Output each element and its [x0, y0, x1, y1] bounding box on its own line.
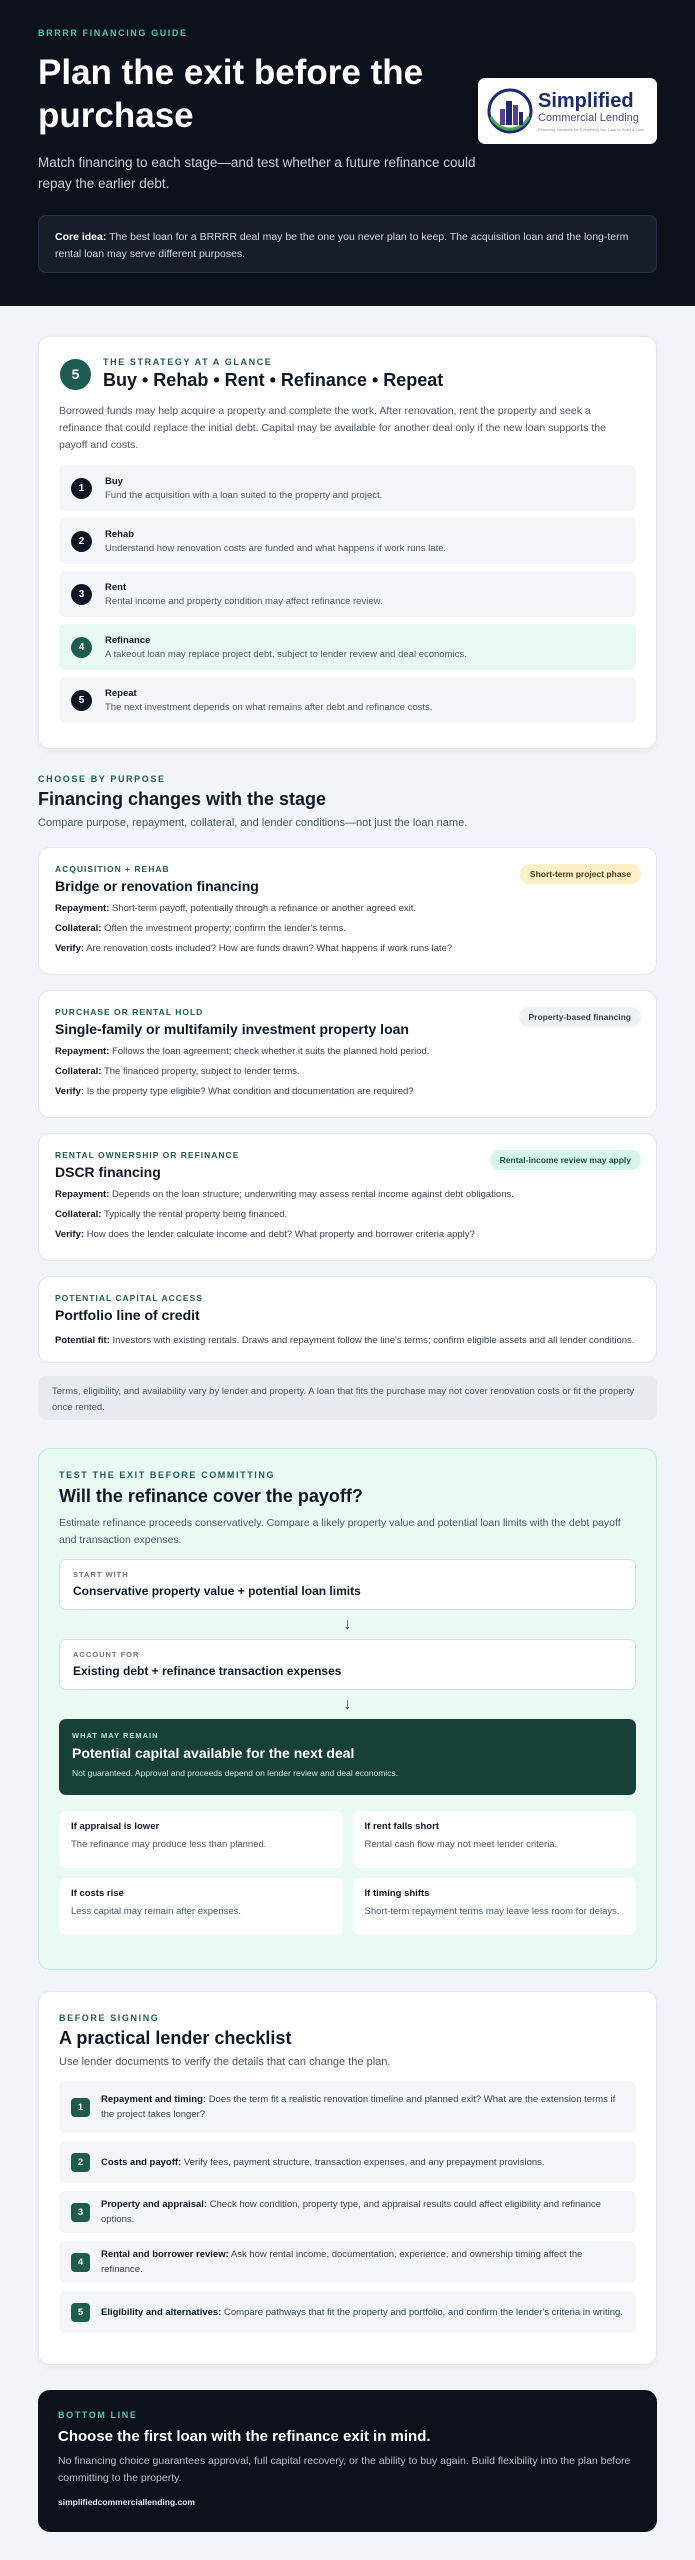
bottom-description: No financing choice guarantees approval, full capital recovery, or the ability to buy again. Build flexibility into the plan before committing to the property. [58, 2455, 631, 2484]
risk-description: Less capital may remain after expenses. [71, 1906, 242, 1917]
step-description: Rental income and property condition may affect refinance review. [105, 595, 383, 607]
loan-verify [55, 1229, 640, 1240]
refinance-title: Will the refinance cover the payoff? [59, 1486, 363, 1506]
step-description: The next investment depends on what remains after debt and refinance costs. [105, 701, 433, 713]
result-label: WHAT MAY REMAIN [72, 1731, 159, 1740]
check-label: Eligibility and alternatives: [101, 2306, 222, 2318]
core-idea-label: Core idea: [55, 231, 107, 243]
purpose-title: Financing changes with the stage [38, 789, 327, 809]
purpose-subtitle: Compare purpose, repayment, collateral, and lender conditions—not just the loan name. [38, 817, 468, 829]
loan-title: Portfolio line of credit [55, 1307, 200, 1323]
loan-repayment [55, 903, 640, 914]
loan-row-text: Is the property type eligible? What condition and documentation are required? [86, 1086, 414, 1097]
step-name: Buy [105, 475, 123, 487]
result-note: Not guaranteed. Approval and proceeds depend on lender review and deal economics. [72, 1768, 399, 1778]
check-number: 2 [71, 2153, 90, 2172]
step-number: 2 [71, 531, 92, 552]
step-name: Repeat [105, 687, 137, 699]
loan-row-label: Collateral: [55, 1066, 102, 1077]
strategy-description: Borrowed funds may help acquire a property and complete the work. After renovation, rent the property and seek a refinance that could replace the initial debt. Capital may be available for another deal only if the new loan supports the payoff and costs. [59, 405, 606, 451]
check-number: 5 [71, 2303, 90, 2322]
risk-card-appraisal [59, 1811, 343, 1868]
loan-repayment [55, 1046, 640, 1057]
risk-description: Short-term repayment terms may leave less room for delays. [364, 1906, 620, 1917]
hero-subtitle: Match financing to each stage—and test whether a future refinance could repay the earlier debt. [38, 155, 476, 191]
step-buy [59, 465, 636, 511]
checklist-card [38, 1991, 657, 2365]
refinance-description: Estimate refinance proceeds conservatively. Compare a likely property value and potential loan limits with the debt payoff and transaction expenses. [59, 1517, 621, 1546]
disclaimer-note: Terms, eligibility, and availability vary by lender and property. A loan that fits the purchase may not cover renovation costs or fit the property once rented. [38, 1376, 657, 1420]
loan-row-label: Verify: [55, 1229, 85, 1240]
loan-repayment [55, 1189, 640, 1200]
loan-card-dscr [38, 1133, 657, 1261]
bottom-title: Choose the first loan with the refinance exit in mind. [58, 2428, 431, 2445]
loan-row-text: Are renovation costs included? How are funds drawn? What happens if work runs late? [86, 943, 453, 954]
purpose-eyebrow: CHOOSE BY PURPOSE [38, 774, 166, 784]
loan-collateral [55, 1209, 640, 1220]
purpose-header [38, 774, 467, 829]
step-number: 5 [71, 690, 92, 711]
step-refinance [59, 624, 636, 670]
check-label: Property and appraisal: [101, 2199, 208, 2210]
loan-row-text: Follows the loan agreement; check whether it suits the planned hold period. [112, 1046, 430, 1057]
loan-row-text: The financed property, subject to lender terms. [103, 1066, 300, 1077]
hero-eyebrow: BRRRR FINANCING GUIDE [38, 28, 188, 38]
checklist-item [59, 2241, 636, 2283]
step-rent [59, 571, 636, 617]
step-number: 4 [71, 637, 92, 658]
risk-grid [59, 1811, 636, 1935]
core-idea-text: The best loan for a BRRRR deal may be the one you never plan to keep. The acquisition loan and the long-term rental loan may serve different purposes. [55, 231, 629, 260]
loan-row-label: Potential fit: [55, 1335, 110, 1346]
step-number: 1 [71, 478, 92, 499]
check-text: Check how condition, property type, and appraisal results could affect eligibility and refinance options. [101, 2199, 601, 2225]
check-text: Verify fees, payment structure, transaction expenses, and any prepayment provisions. [183, 2156, 545, 2168]
loan-row-text: How does the lender calculate income and debt? What property and borrower criteria apply? [86, 1229, 475, 1240]
loan-eyebrow: POTENTIAL CAPITAL ACCESS [55, 1293, 203, 1303]
refinance-section [38, 1448, 657, 1970]
step-description: Fund the acquisition with a loan suited to the property and project. [105, 489, 383, 501]
logo-name: Simplified [538, 89, 634, 112]
check-label: Rental and borrower review: [101, 2249, 229, 2260]
bottom-eyebrow: BOTTOM LINE [58, 2410, 138, 2420]
loan-row-label: Repayment: [55, 903, 110, 914]
checklist-item [59, 2191, 636, 2233]
loan-pill-badge: Property-based financing [519, 1007, 642, 1027]
loan-eyebrow: ACQUISITION + REHAB [55, 864, 170, 874]
bottom-line-section [38, 2390, 657, 2532]
loan-collateral [55, 923, 640, 934]
flow-label: START WITH [73, 1570, 129, 1579]
loan-card-portfolio-credit [38, 1276, 657, 1363]
loan-card-investment-property [38, 990, 657, 1118]
risk-title: If costs rise [71, 1888, 124, 1899]
checklist-eyebrow: BEFORE SIGNING [59, 2013, 160, 2023]
strategy-card [38, 336, 657, 749]
loan-title: DSCR financing [55, 1164, 161, 1180]
strategy-steps [59, 465, 636, 723]
loan-row-label: Collateral: [55, 1209, 102, 1220]
flow-start-box [59, 1559, 636, 1610]
loan-row-text: Investors with existing rentals. Draws and repayment follow the line's terms; confirm eligible assets and all lender conditions. [112, 1335, 635, 1346]
website-link[interactable]: simplifiedcommerciallending.com [58, 2497, 195, 2507]
strategy-badge: 5 [60, 359, 91, 390]
checklist-subtitle: Use lender documents to verify the details that can change the plan. [59, 2056, 391, 2068]
loan-row-label: Repayment: [55, 1046, 110, 1057]
risk-title: If appraisal is lower [71, 1821, 160, 1832]
flow-account-box [59, 1639, 636, 1690]
check-number: 3 [71, 2203, 90, 2222]
step-name: Refinance [105, 634, 151, 646]
checklist-items [59, 2081, 636, 2333]
core-idea-box [38, 215, 657, 273]
step-description: Understand how renovation costs are funded and what happens if work runs late. [105, 542, 447, 554]
loan-row-label: Repayment: [55, 1189, 110, 1200]
step-name: Rehab [105, 528, 135, 540]
check-label: Repayment and timing: [101, 2094, 207, 2105]
check-text: Does the term fit a realistic renovation timeline and planned exit? What are the extension terms if the project takes longer? [101, 2094, 616, 2120]
checklist-item [59, 2081, 636, 2133]
check-text: Ask how rental income, documentation, experience, and ownership timing affect the refinance. [101, 2249, 583, 2275]
loan-pill-badge: Short-term project phase [520, 864, 641, 884]
risk-card-timing [353, 1878, 637, 1935]
check-label: Costs and payoff: [101, 2156, 182, 2168]
loan-potential-fit [55, 1335, 640, 1346]
check-text: Compare pathways that fit the property and portfolio, and confirm the lender's criteria in writing. [224, 2306, 623, 2318]
strategy-title: Buy • Rehab • Rent • Refinance • Repeat [103, 370, 444, 390]
loan-row-text: Depends on the loan structure; underwriting may assess rental income against debt obligations. [112, 1189, 514, 1200]
loan-title: Bridge or renovation financing [55, 878, 259, 894]
check-number: 4 [71, 2253, 90, 2272]
brand-logo[interactable] [478, 78, 657, 144]
refinance-eyebrow: TEST THE EXIT BEFORE COMMITTING [59, 1470, 276, 1480]
result-text: Potential capital available for the next deal [72, 1745, 355, 1761]
loan-pill-badge: Rental-income review may apply [490, 1150, 641, 1170]
step-repeat [59, 677, 636, 723]
step-number: 3 [71, 584, 92, 605]
loan-eyebrow: PURCHASE OR RENTAL HOLD [55, 1007, 204, 1017]
risk-title: If rent falls short [364, 1821, 439, 1832]
checklist-item [59, 2291, 636, 2333]
risk-card-rent [353, 1811, 637, 1868]
loan-row-label: Collateral: [55, 923, 102, 934]
flow-text: Existing debt + refinance transaction expenses [73, 1664, 342, 1678]
risk-title: If timing shifts [364, 1888, 430, 1899]
loan-title: Single-family or multifamily investment property loan [55, 1021, 409, 1037]
loan-eyebrow: RENTAL OWNERSHIP OR REFINANCE [55, 1150, 240, 1160]
risk-description: Rental cash flow may not meet lender criteria. [364, 1839, 558, 1850]
loan-collateral [55, 1066, 640, 1077]
checklist-item [59, 2141, 636, 2183]
flow-label: ACCOUNT FOR [73, 1650, 140, 1659]
risk-card-costs [59, 1878, 343, 1935]
arrow-down-icon: ↓ [343, 1696, 352, 1713]
strategy-eyebrow: THE STRATEGY AT A GLANCE [103, 357, 273, 367]
loan-row-label: Verify: [55, 1086, 85, 1097]
loan-row-text: Often the investment property; confirm the lender's terms. [104, 923, 347, 934]
loan-row-label: Verify: [55, 943, 85, 954]
logo-fine-print: Financing Solutions for Everything You Look to Build & Own [538, 126, 644, 132]
logo-tagline: Commercial Lending [538, 111, 639, 124]
loan-verify [55, 943, 640, 954]
risk-description: The refinance may produce less than planned. [71, 1839, 267, 1850]
page-title: Plan the exit before the purchase [38, 53, 424, 135]
loan-card-bridge [38, 847, 657, 975]
flow-text: Conservative property value + potential loan limits [73, 1584, 361, 1598]
arrow-down-icon: ↓ [343, 1616, 352, 1633]
step-rehab [59, 518, 636, 564]
loan-row-text: Short-term payoff, potentially through a refinance or another agreed exit. [112, 903, 417, 914]
checklist-title: A practical lender checklist [59, 2028, 292, 2048]
check-number: 1 [71, 2098, 90, 2117]
loan-verify [55, 1086, 640, 1097]
step-description: A takeout loan may replace project debt, subject to lender review and deal economics. [105, 648, 467, 660]
logo-emblem-icon [486, 87, 534, 135]
hero-section [0, 0, 695, 306]
flow-result-box [59, 1719, 636, 1795]
loan-row-text: Typically the rental property being financed. [103, 1209, 288, 1220]
step-name: Rent [105, 581, 127, 593]
